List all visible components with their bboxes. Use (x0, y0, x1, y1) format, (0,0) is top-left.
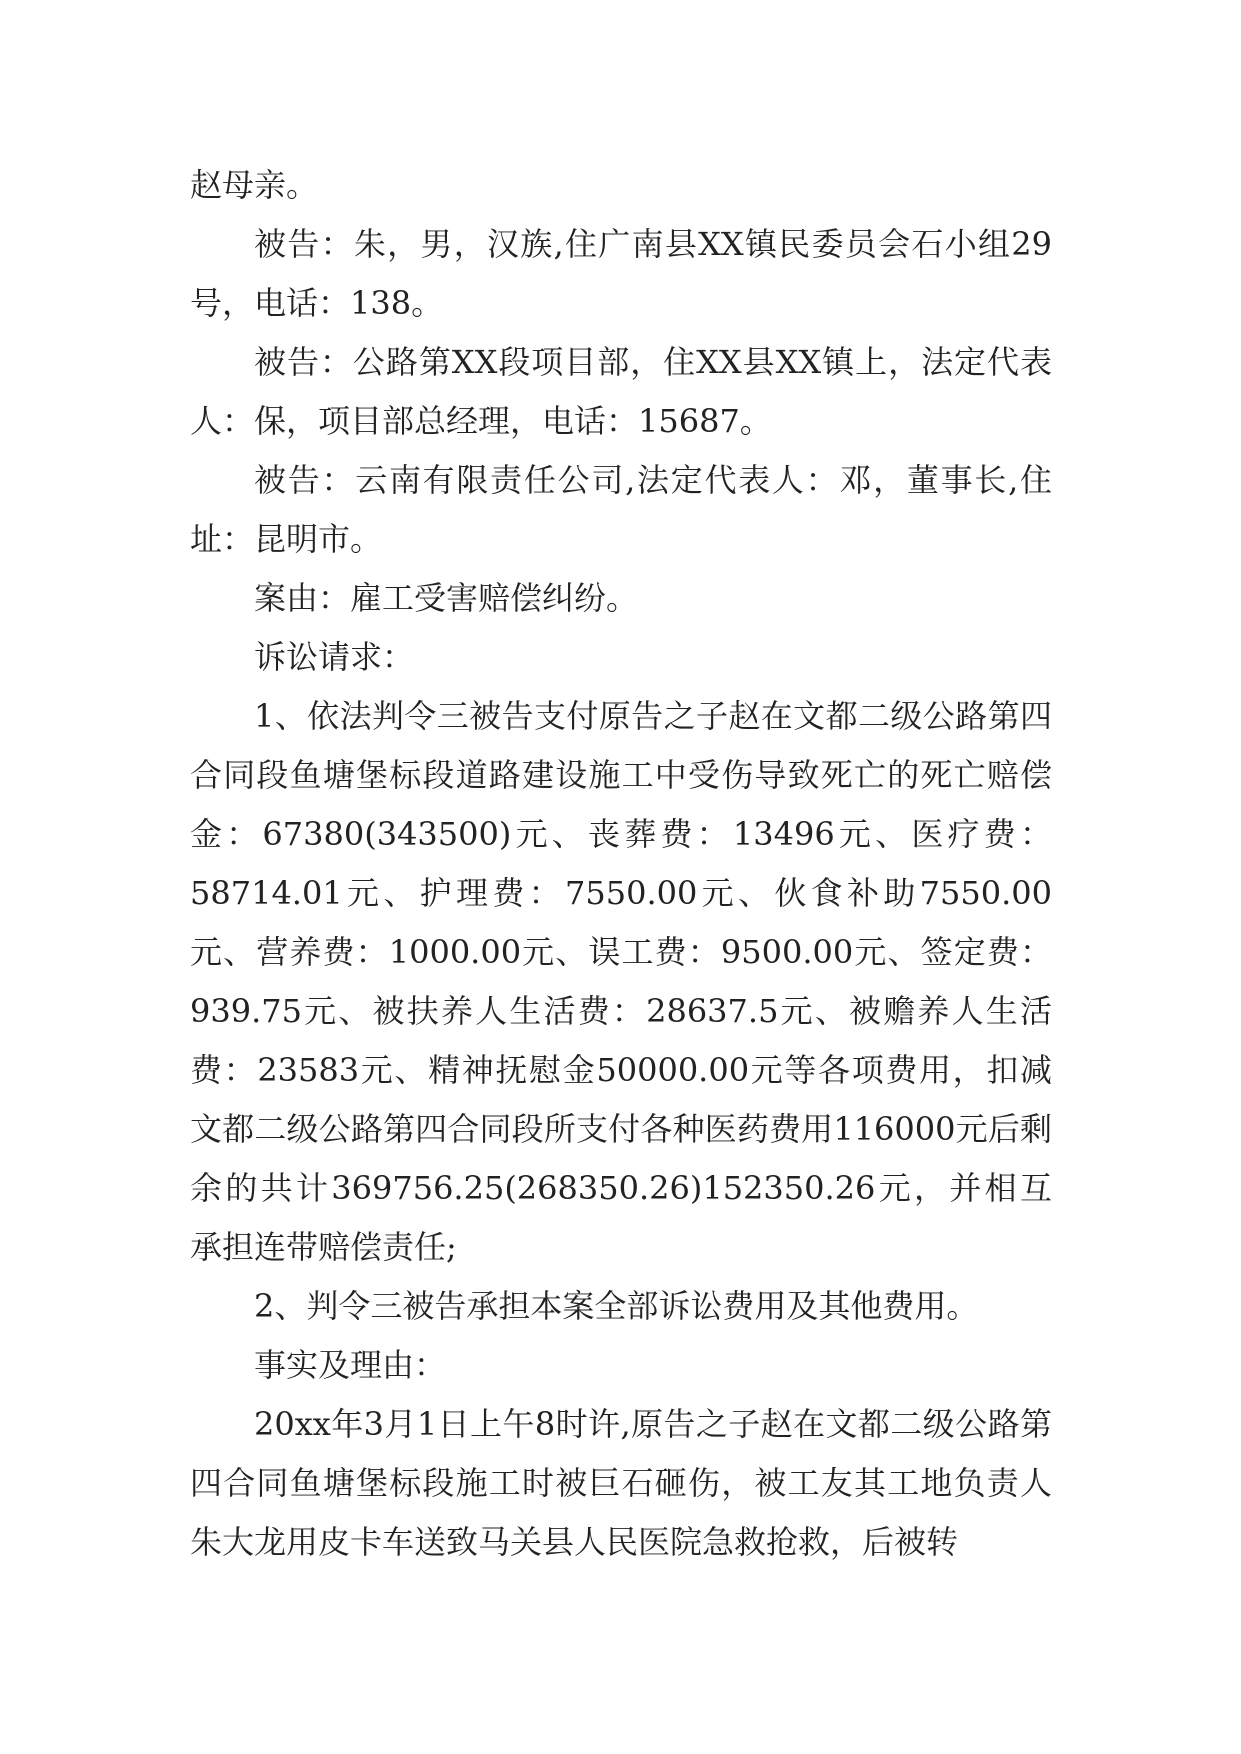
document-body (190, 156, 1052, 1572)
paragraph-claim-1: 1、依法判令三被告支付原告之子赵在文都二级公路第四合同段鱼塘堡标段道路建设施工中受伤导致死亡的死亡赔偿金：67380(343500)元、丧葬费：13496元、医疗费：58714.01元、护理费：7550.00元、伙食补助7550.00元、营养费：1000.00元、误工费：9500.00元、签定费：939.75元、被扶养人生活费：28637.5元、被赡养人生活费：23583元、精神抚慰金50000.00元等各项费用，扣减文都二级公路第四合同段所支付各种医药费用116000元后剩余的共计369756.25(268350.26)152350.26元，并相互承担连带赔偿责任; (190, 697, 1052, 1266)
paragraph-defendant-zhu: 被告：朱，男，汉族,住广南县XX镇民委员会石小组29号，电话：138。 (190, 225, 1052, 322)
paragraph-defendant-road-project: 被告：公路第XX段项目部，住XX县XX镇上，法定代表人：保，项目部总经理，电话：15687。 (190, 343, 1052, 440)
paragraph-mother-tail: 赵母亲。 (190, 166, 319, 204)
paragraph-claim-2: 2、判令三被告承担本案全部诉讼费用及其他费用。 (254, 1287, 979, 1325)
paragraph-facts-body: 20xx年3月1日上午8时许,原告之子赵在文都二级公路第四合同鱼塘堡标段施工时被巨石砸伤，被工友其工地负责人朱大龙用皮卡车送致马关县人民医院急救抢救，后被转 (190, 1405, 1052, 1561)
paragraph-defendant-company: 被告：云南有限责任公司,法定代表人：邓，董事长,住址：昆明市。 (190, 461, 1052, 558)
paragraph-case-cause: 案由：雇工受害赔偿纠纷。 (254, 579, 639, 617)
paragraph-claims-heading: 诉讼请求： (254, 638, 415, 676)
paragraph-facts-heading: 事实及理由： (254, 1346, 447, 1384)
